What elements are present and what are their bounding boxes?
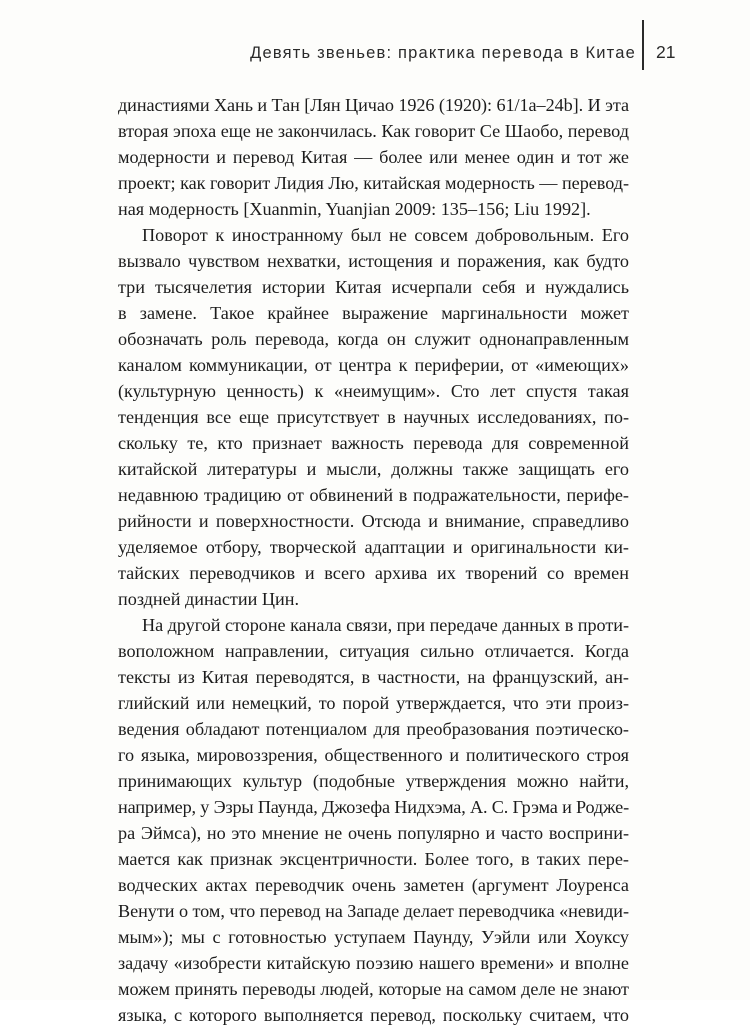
paragraph (118, 222, 629, 612)
text-line: династиями Хань и Тан [Лян Цичао 1926 (1920): 61/1a–24b]. И эта (118, 95, 629, 115)
text-line: ведения обладают потенциалом для преобразования поэтическо- (118, 719, 629, 739)
text-line: три тысячелетия истории Китая исчерпали себя и нуждались (118, 277, 629, 297)
text-line: На другой стороне канала связи, при передаче данных в проти- (142, 615, 629, 635)
text-line: ная модерность [Xuanmin, Yuanjian 2009: 135–156; Liu 1992]. (118, 199, 591, 219)
text-line: вторая эпоха еще не закончилась. Как говорит Се Шаобо, перевод (118, 121, 629, 141)
body-text (118, 92, 629, 1028)
text-line: глийский или немецкий, то порой утверждается, что эти произ- (118, 693, 629, 713)
text-line: каналом коммуникации, от центра к периферии, от «имеющих» (118, 355, 629, 375)
text-line: можем принять переводы людей, которые на самом деле не знают (118, 979, 629, 999)
paragraph (118, 92, 629, 222)
text-line: языка, с которого выполняется перевод, поскольку считаем, что (118, 1005, 629, 1025)
text-line: мым»); мы с готовностью уступаем Паунду, Уэйли или Хоуксу (118, 927, 629, 947)
text-line: рийности и поверхностности. Отсюда и внимание, справедливо (118, 511, 629, 531)
page-number: 21 (656, 42, 676, 62)
text-line: тайских переводчиков и всего архива их творений со времен (118, 563, 629, 583)
text-line: ра Эймса), но это мнение не очень популярно и часто восприни- (118, 823, 629, 843)
text-line: тенденция все еще присутствует в научных исследованиях, по- (118, 407, 629, 427)
text-line: вызвало чувством нехватки, истощения и поражения, как будто (118, 251, 629, 271)
text-line: принимающих культур (подобные утверждения можно найти, (118, 771, 629, 791)
text-line: например, у Эзры Паунда, Джозефа Нидхэма, А. С. Грэма и Родже- (118, 797, 629, 817)
running-header: Девять звеньев: практика перевода в Китае (250, 44, 636, 62)
text-line: Венути о том, что перевод на Западе делает переводчика «невиди- (118, 901, 629, 921)
text-line: недавнюю традицию от обвинений в подражательности, перифе- (118, 485, 629, 505)
text-line: задачу «изобрести китайскую поэзию нашего времени» и вполне (118, 953, 629, 973)
text-line: поздней династии Цин. (118, 589, 299, 609)
paragraph (118, 612, 629, 1028)
text-line: го языка, мировоззрения, общественного и политического строя (118, 745, 629, 765)
text-line: китайской литературы и мысли, должны также защищать его (118, 459, 629, 479)
text-line: Поворот к иностранному был не совсем добровольным. Его (142, 225, 629, 245)
text-line: мается как признак эксцентричности. Более того, в таких пере- (118, 849, 629, 869)
header-rule (642, 20, 644, 70)
text-line: тексты из Китая переводятся, в частности, на французский, ан- (118, 667, 629, 687)
text-line: в замене. Такое крайнее выражение маргинальности может (118, 303, 629, 323)
text-line: (культурную ценность) к «неимущим». Сто лет спустя такая (118, 381, 629, 401)
text-line: обозначать роль перевода, когда он служит однонаправленным (118, 329, 629, 349)
text-line: модерности и перевод Китая — более или менее один и тот же (118, 147, 629, 167)
text-line: водческих актах переводчик очень заметен (аргумент Лоуренса (118, 875, 629, 895)
text-line: скольку те, кто признает важность перевода для современной (118, 433, 629, 453)
text-line: воположном направлении, ситуация сильно отличается. Когда (118, 641, 629, 661)
text-line: уделяемое отбору, творческой адаптации и оригинальности ки- (118, 537, 629, 557)
text-line: проект; как говорит Лидия Лю, китайская модерность — перевод- (118, 173, 629, 193)
